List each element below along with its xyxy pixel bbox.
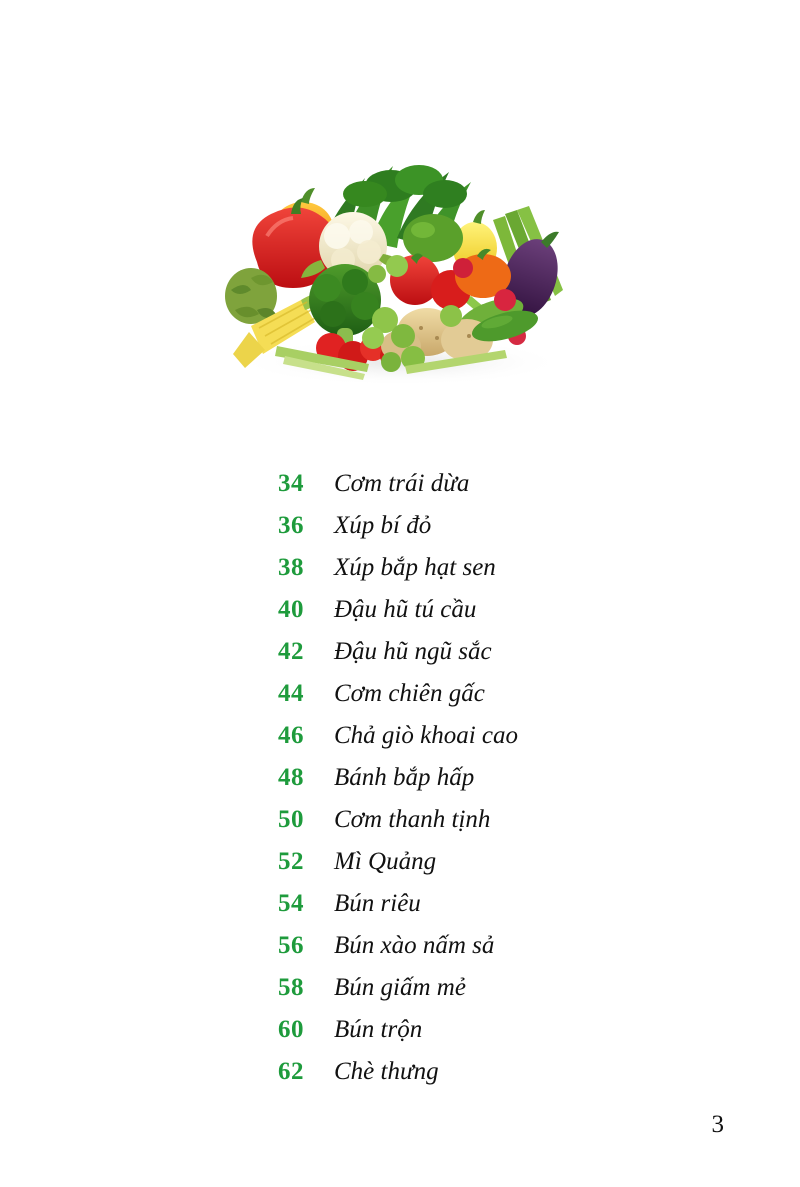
table-of-contents [0,470,800,1100]
toc-page-number: 40 [278,596,304,623]
toc-entry-title: Bún giấm mẻ [334,974,466,1001]
toc-entry-title: Cơm chiên gấc [334,680,485,707]
toc-entry[interactable] [0,764,800,806]
toc-entry-title: Mì Quảng [334,848,437,875]
toc-page-number: 50 [278,806,304,833]
toc-entry-title: Đậu hũ ngũ sắc [334,638,492,665]
toc-page-number: 52 [278,848,304,875]
toc-entry[interactable] [0,932,800,974]
toc-entry-title: Bún xào nấm sả [334,932,495,959]
toc-entry-title: Xúp bí đỏ [334,512,432,539]
toc-entry-title: Bánh bắp hấp [334,764,475,791]
toc-page-number: 44 [278,680,304,707]
vegetables-svg [205,150,595,390]
toc-entry[interactable] [0,806,800,848]
artichoke [225,268,277,324]
toc-page-number: 48 [278,764,304,791]
toc-entry-title: Chè thưng [334,1058,439,1085]
toc-entry[interactable] [0,1058,800,1100]
toc-entry[interactable] [0,554,800,596]
toc-entry-title: Cơm thanh tịnh [334,806,491,833]
toc-entry[interactable] [0,512,800,554]
toc-page-number: 42 [278,638,304,665]
toc-entry[interactable] [0,848,800,890]
page-number: 3 [711,1111,724,1138]
toc-page-number: 38 [278,554,304,581]
toc-entry-title: Xúp bắp hạt sen [334,554,496,581]
toc-page-number: 54 [278,890,304,917]
toc-page-number: 56 [278,932,304,959]
toc-entry[interactable] [0,596,800,638]
toc-page-number: 34 [278,470,304,497]
toc-entry-title: Bún trộn [334,1016,423,1043]
toc-entry-title: Chả giò khoai cao [334,722,519,749]
toc-entry-title: Bún riêu [334,890,421,917]
toc-entry[interactable] [0,638,800,680]
toc-entry[interactable] [0,470,800,512]
toc-entry[interactable] [0,722,800,764]
toc-entry[interactable] [0,680,800,722]
toc-page-number: 60 [278,1016,304,1043]
toc-entry-title: Cơm trái dừa [334,470,470,497]
toc-entry[interactable] [0,890,800,932]
toc-page-number: 62 [278,1058,304,1085]
toc-page-number: 58 [278,974,304,1001]
toc-page-number: 36 [278,512,304,539]
toc-entry[interactable] [0,974,800,1016]
toc-entry-title: Đậu hũ tú cầu [334,596,477,623]
vegetables-illustration [205,150,595,390]
toc-entry[interactable] [0,1016,800,1058]
toc-page-number: 46 [278,722,304,749]
